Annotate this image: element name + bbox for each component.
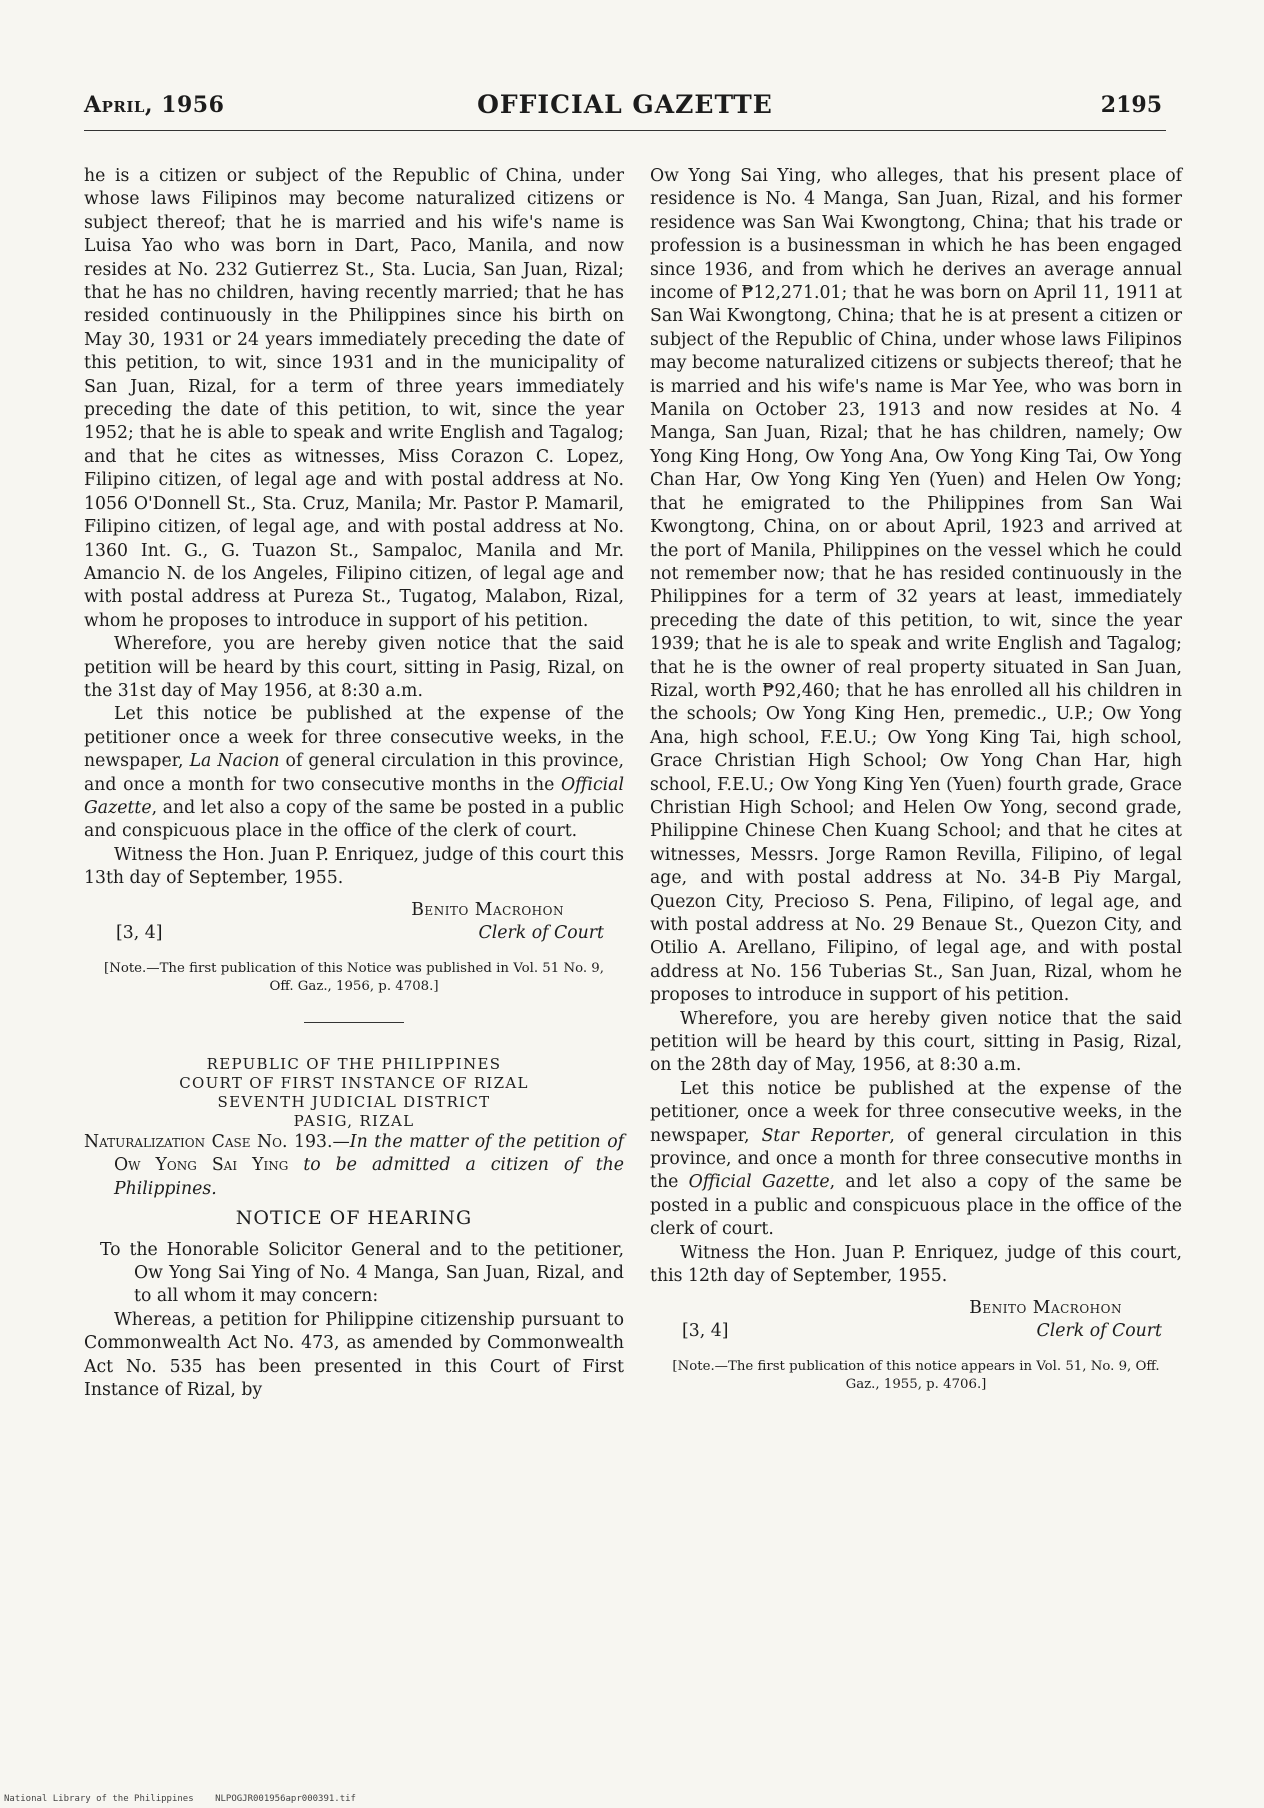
signature-row	[650, 1320, 1182, 1346]
publication-text: , and let also a copy of the same be posted in a public and conspicuous place in the office of the clerk of court.	[84, 797, 624, 842]
signature-row	[84, 922, 624, 948]
issue-date: April, 1956	[84, 92, 225, 118]
addressee-paragraph: To the Honorable Solicitor General and to the petitioner, Ow Yong Sai Ying of No. 4 Manga, San Juan, Rizal, and to all whom it may concern:	[100, 1239, 624, 1307]
court-line: SEVENTH JUDICIAL DISTRICT	[217, 1093, 491, 1111]
issue-reference: [3, 4]	[682, 1320, 729, 1341]
signer-name: Benito Macrohon	[969, 1297, 1122, 1318]
signer-title: Clerk of Court	[1036, 1320, 1162, 1341]
left-column	[84, 165, 624, 1402]
section-divider	[304, 1022, 404, 1023]
publication-note: [Note.—The first publication of this Notice was published in Vol. 51 No. 9, Off. Gaz., 1956, p. 4708.]	[104, 961, 604, 994]
publication-note: [Note.—The first publication of this notice appears in Vol. 51, No. 9, Off. Gaz., 1955, p. 4706.]	[672, 1358, 1160, 1392]
gazette-name: Official Gazette	[688, 1172, 830, 1193]
court-line: REPUBLIC OF THE PHILIPPINES	[206, 1055, 502, 1073]
publication-title: OFFICIAL GAZETTE	[477, 90, 773, 119]
hearing-paragraph: Wherefore, you are hereby given notice that the said petition will be heard by this court, sitting in Pasig, Rizal, on the 28th day of May, 1956, at 8:30 a.m.	[650, 1008, 1182, 1076]
court-line: PASIG, RIZAL	[293, 1112, 415, 1130]
witness-paragraph: Witness the Hon. Juan P. Enriquez, judge of this court this 13th day of September, 1955.	[84, 844, 624, 889]
right-column	[650, 165, 1182, 1394]
signer-title: Clerk of Court	[478, 923, 604, 943]
publication-text: , of general circulation in this province, and once a month for three consecutive months in the	[650, 1125, 1182, 1193]
page-number: 2195	[1100, 92, 1162, 118]
publication-paragraph	[84, 703, 624, 843]
page-header	[84, 90, 1166, 131]
publication-text: of general circulation in this province, and once a month for two consecutive months in the	[84, 751, 624, 795]
gazette-name: Official Gazette	[84, 774, 624, 818]
witness-paragraph: Witness the Hon. Juan P. Enriquez, judge of this court, this 12th day of September, 1955.	[650, 1242, 1182, 1287]
court-heading	[84, 1055, 624, 1131]
case-caption	[84, 1131, 624, 1201]
court-line: COURT OF FIRST INSTANCE OF RIZAL	[179, 1074, 529, 1092]
hearing-paragraph: Wherefore, you are hereby given notice that the said petition will be heard by this court, sitting in Pasig, Rizal, on the 31st day of May 1956, at 8:30 a.m.	[84, 634, 624, 701]
scan-footer	[4, 1794, 356, 1804]
publication-text: Let this notice be published at the expense of the petitioner, once a week for three consecutive weeks, in the newspaper,	[650, 1078, 1182, 1146]
issue-reference: [3, 4]	[116, 923, 163, 943]
library-name: National Library of the Philippines	[4, 1794, 194, 1804]
publication-text: Let this notice be published at the expense of the petitioner once a week for three consecutive weeks, in the newspaper,	[84, 704, 624, 772]
newspaper-name: Star Reporter	[761, 1125, 890, 1146]
case-text: to be admitted a citizen of the Philippines.	[114, 1155, 624, 1199]
whereas-paragraph: Whereas, a petition for Philippine citizenship pursuant to Commonwealth Act No. 473, as amended by Commonwealth Act No. 535 has been presented in this Court of First Instance of Rizal, by	[84, 1309, 624, 1401]
signer-name: Benito Macrohon	[411, 899, 564, 920]
continued-paragraph: Ow Yong Sai Ying, who alleges, that his present place of residence is No. 4 Manga, San Juan, Rizal, and his former residence was San Wai Kwongtong, China; that his trade or profession is a businessman in which he has been engaged since 1936, and from which he derives an average annual income of ₱12,271.01; that he was born on April 11, 1911 at San Wai Kwongtong, China; that he is at present a citizen or subject of the Republic of China, under whose laws Filipinos may become naturalized citizens or subjects thereof; that he is married and his wife's name is Mar Yee, who was born in Manila on October 23, 1913 and now resides at No. 4 Manga, San Juan, Rizal; that he has children, namely; Ow Yong King Hong, Ow Yong Ana, Ow Yong King Tai, Ow Yong Chan Har, Ow Yong King Yen (Yuen) and Helen Ow Yong; that he emigrated to the Philippines from San Wai Kwongtong, China, on or about April, 1923 and arrived at the port of Manila, Philippines on the vessel which he could not remember now; that he has resided continuously in the Philippines for a term of 32 years at least, immediately preceding the date of this petition, to wit, since the year 1939; that he is ale to speak and write English and Tagalog; that he is the owner of real property situated in San Juan, Rizal, worth ₱92,460; that he has enrolled all his children in the schools; Ow Yong King Hen, premedic., U.P.; Ow Yong Ana, high school, F.E.U.; Ow Yong King Tai, high school, Grace Christian High School; Ow Yong Chan Har, high school, F.E.U.; Ow Yong King Yen (Yuen) fourth grade, Grace Christian High School; and Helen Ow Yong, second grade, Philippine Chinese Chen Kuang School; and that he cites at witnesses, Messrs. Jorge Ramon Revilla, Filipino, of legal age, and with postal address at No. 34-B Piy Margal, Quezon City, Precioso S. Pena, Filipino, of legal age, and with postal address at No. 29 Benaue St., Quezon City, and Otilio A. Arellano, Filipino, of legal age, and with postal address at No. 156 Tuberias St., San Juan, Rizal, whom he proposes to introduce in support of his petition.	[650, 166, 1182, 1006]
case-text: —In the matter of the petition of	[332, 1132, 624, 1152]
publication-paragraph	[650, 1078, 1182, 1242]
continued-paragraph: he is a citizen or subject of the Republic of China, under whose laws Filipinos may become naturalized citizens or subject thereof; that he is married and his wife's name is Luisa Yao who was born in Dart, Paco, Manila, and now resides at No. 232 Gutierrez St., Sta. Lucia, San Juan, Rizal; that he has no children, having recently married; that he has resided continuously in the Philippines since his birth on May 30, 1931 or 24 years immediately preceding the date of this petition, to wit, since 1931 and in the municipality of San Juan, Rizal, for a term of three years immediately preceding the date of this petition, to wit, since the year 1952; that he is able to speak and write English and Tagalog; and that he cites as witnesses, Miss Corazon C. Lopez, Filipino citizen, of legal age and with postal address at No. 1056 O'Donnell St., Sta. Cruz, Manila; Mr. Pastor P. Mamaril, Filipino citizen, of legal age, and with postal address at No. 1360 Int. G., G. Tuazon St., Sampaloc, Manila and Mr. Amancio N. de los Angeles, Filipino citizen, of legal age and with postal address at Pureza St., Tugatog, Malabon, Rizal, whom he proposes to introduce in support of his petition.	[84, 166, 624, 631]
publication-text: , and let also a copy of the same be posted in a public and conspicuous place in the office of the clerk of court.	[650, 1172, 1182, 1240]
scan-file-id: NLPOGJR001956apr000391.tif	[215, 1794, 356, 1804]
notice-title: NOTICE OF HEARING	[235, 1207, 473, 1230]
case-number: Naturalization Case No. 193.	[84, 1132, 333, 1152]
newspaper-name: La Nacion	[189, 751, 280, 772]
petitioner-name: Ow Yong Sai Ying	[114, 1155, 289, 1176]
